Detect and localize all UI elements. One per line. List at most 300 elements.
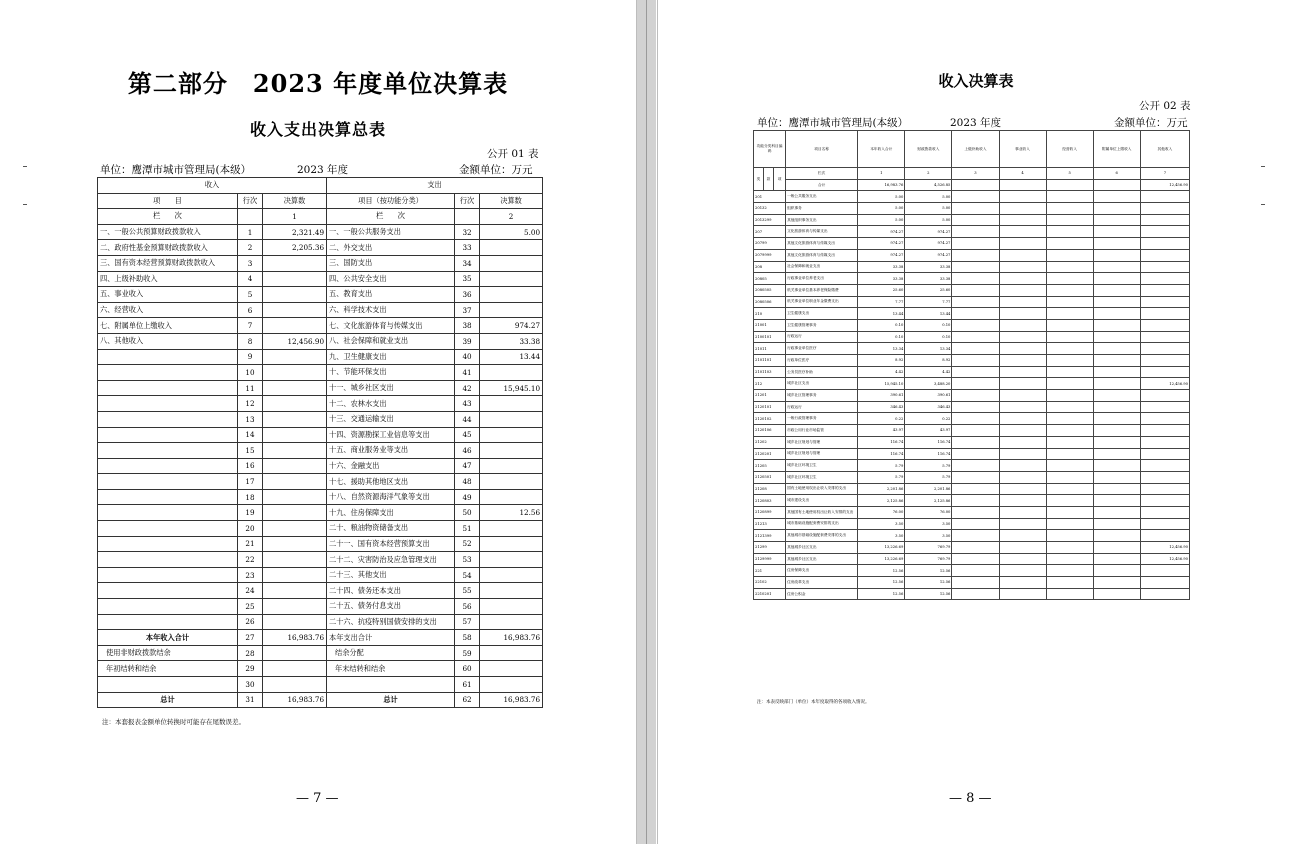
item-name: 其他城市基础设施配套费安排的支出 (786, 530, 858, 542)
unit-label: 单位：鹰潭市城市管理局(本级） (100, 164, 252, 176)
fiscal-income: 0.10 (905, 331, 952, 343)
income-amount: 2,205.36 (263, 240, 327, 256)
income-item (98, 599, 238, 615)
table-row (98, 692, 543, 708)
table-row (98, 287, 543, 303)
income-amount (263, 427, 327, 443)
expense-amount (480, 302, 543, 318)
expense-row-no: 46 (455, 443, 480, 459)
empty-cell (1046, 495, 1093, 507)
form-number: 公开 02 表 (1139, 100, 1191, 112)
other-income (1140, 506, 1189, 518)
empty-cell (1046, 448, 1093, 460)
income-amount (263, 411, 327, 427)
empty-cell (1046, 401, 1093, 413)
income-row-no: 27 (238, 630, 263, 646)
expense-item: 七、文化旅游体育与传媒支出 (327, 318, 455, 334)
expense-row-no: 54 (455, 567, 480, 583)
empty-cell (238, 209, 263, 225)
expense-amount (480, 396, 543, 412)
func-code: 210 (754, 308, 786, 320)
other-income (1140, 191, 1189, 203)
income-amount (263, 318, 327, 334)
expense-amount: 16,983.76 (480, 630, 543, 646)
income-amount (263, 552, 327, 568)
empty-cell (999, 553, 1046, 565)
income-item (98, 583, 238, 599)
total-income: 5.00 (858, 203, 905, 215)
empty-cell (1046, 483, 1093, 495)
table-row (98, 661, 543, 677)
fiscal-income: 12.56 (905, 577, 952, 589)
income-item (98, 677, 238, 693)
income-amount (263, 287, 327, 303)
empty-cell (1046, 238, 1093, 250)
income-amount (263, 645, 327, 661)
func-code: 207 (754, 226, 786, 238)
empty-cell (1046, 191, 1093, 203)
table-row (754, 483, 1190, 495)
fiscal-income: 33.38 (905, 261, 952, 273)
empty-cell (1046, 284, 1093, 296)
func-code: 2100101 (754, 331, 786, 343)
header-other: 其他收入 (1140, 131, 1189, 168)
fiscal-income: 346.43 (905, 401, 952, 413)
expense-row-no: 61 (455, 677, 480, 693)
expense-row-no: 52 (455, 536, 480, 552)
empty-cell (1093, 273, 1140, 285)
fiscal-income: 8.92 (905, 355, 952, 367)
income-row-no: 9 (238, 349, 263, 365)
table-row (754, 390, 1190, 402)
expense-row-no: 60 (455, 661, 480, 677)
header-col-1: 1 (858, 168, 905, 180)
income-row-no: 30 (238, 677, 263, 693)
empty-cell (1046, 588, 1093, 600)
func-code: 2013299 (754, 214, 786, 226)
header-col-6: 6 (1093, 168, 1140, 180)
other-income (1140, 284, 1189, 296)
empty-cell (999, 518, 1046, 530)
empty-cell (1093, 577, 1140, 589)
empty-cell (999, 390, 1046, 402)
expense-row-no: 58 (455, 630, 480, 646)
empty-cell (952, 506, 999, 518)
item-name: 城市基础设施配套费安排的支出 (786, 518, 858, 530)
expense-item: 二十一、国有资本经营预算支出 (327, 536, 455, 552)
expense-amount (480, 427, 543, 443)
expense-row-no: 36 (455, 287, 480, 303)
empty-cell (1093, 203, 1140, 215)
header-expense: 支出 (327, 178, 543, 194)
income-row-no: 13 (238, 411, 263, 427)
empty-cell (952, 460, 999, 472)
income-amount (263, 271, 327, 287)
income-amount (263, 567, 327, 583)
fiscal-income: 76.00 (905, 506, 952, 518)
empty-cell (1046, 436, 1093, 448)
empty-cell (1046, 378, 1093, 390)
table-row (98, 458, 543, 474)
table-row (754, 308, 1190, 320)
table-row (754, 284, 1190, 296)
empty-cell (952, 495, 999, 507)
fiscal-income: 116.74 (905, 448, 952, 460)
table-row (754, 203, 1190, 215)
table-row (98, 411, 543, 427)
func-code: 21201 (754, 390, 786, 402)
income-amount (263, 365, 327, 381)
empty-cell (999, 436, 1046, 448)
income-amount: 16,983.76 (263, 692, 327, 708)
func-code: 2121399 (754, 530, 786, 542)
year-label: 2023 年度 (950, 117, 1002, 129)
empty-cell (999, 366, 1046, 378)
expense-amount (480, 677, 543, 693)
empty-cell (952, 238, 999, 250)
expense-row-no: 51 (455, 521, 480, 537)
table-row (754, 249, 1190, 261)
empty-cell (1046, 553, 1093, 565)
empty-cell (999, 401, 1046, 413)
func-code: 2120101 (754, 401, 786, 413)
total-label: 合计 (786, 179, 858, 191)
table-row (98, 333, 543, 349)
empty-cell (999, 179, 1046, 191)
fiscal-income: 974.27 (905, 249, 952, 261)
empty-cell (952, 542, 999, 554)
empty-cell (952, 226, 999, 238)
header-row-no: 行次 (455, 193, 480, 209)
expense-row-no: 38 (455, 318, 480, 334)
empty-cell (952, 355, 999, 367)
amount-unit-label: 金额单位：万元 (1114, 117, 1188, 129)
table-row (98, 599, 543, 615)
income-item (98, 552, 238, 568)
total-income: 5.00 (858, 214, 905, 226)
total-income: 33.38 (858, 273, 905, 285)
total-income: 33.38 (858, 261, 905, 273)
empty-cell (999, 284, 1046, 296)
item-name: 行政事业单位医疗 (786, 343, 858, 355)
footnote: 注：本表反映部门（单位）本年度取得的各项收入情况。 (757, 700, 870, 705)
expense-amount (480, 583, 543, 599)
fiscal-income: 5.79 (905, 471, 952, 483)
empty-cell (999, 495, 1046, 507)
income-amount (263, 255, 327, 271)
empty-cell (1093, 436, 1140, 448)
header-col2: 2 (480, 209, 543, 225)
total-income: 116.74 (858, 436, 905, 448)
table-row (754, 214, 1190, 226)
income-amount (263, 474, 327, 490)
empty-cell (1093, 483, 1140, 495)
other-income (1140, 425, 1189, 437)
fiscal-income: 5.00 (905, 191, 952, 203)
fiscal-income: 5.79 (905, 460, 952, 472)
other-income: 12,456.90 (1140, 553, 1189, 565)
header-col-2: 2 (905, 168, 952, 180)
table-header-row (754, 131, 1190, 168)
empty-cell (999, 238, 1046, 250)
fiscal-income: 3.50 (905, 518, 952, 530)
income-item: 四、上级补助收入 (98, 271, 238, 287)
empty-cell (455, 209, 480, 225)
table-row (98, 255, 543, 271)
empty-cell (1093, 261, 1140, 273)
table-row (754, 542, 1190, 554)
empty-cell (999, 378, 1046, 390)
total-fiscal: 4,526.85 (905, 179, 952, 191)
fiscal-income: 3,488.20 (905, 378, 952, 390)
income-row-no: 6 (238, 302, 263, 318)
empty-cell (1046, 203, 1093, 215)
empty-cell (1046, 273, 1093, 285)
income-item (98, 505, 238, 521)
expense-amount (480, 661, 543, 677)
table-row (754, 355, 1190, 367)
table-row (754, 343, 1190, 355)
table-row (98, 349, 543, 365)
empty-cell (1046, 565, 1093, 577)
item-name: 卫生健康支出 (786, 308, 858, 320)
income-amount (263, 536, 327, 552)
income-expense-summary-table (97, 177, 543, 708)
empty-cell (999, 413, 1046, 425)
empty-cell (1046, 214, 1093, 226)
empty-cell (999, 460, 1046, 472)
income-row-no: 14 (238, 427, 263, 443)
func-code: 2120106 (754, 425, 786, 437)
header-col-3: 3 (952, 168, 999, 180)
func-code: 2210201 (754, 588, 786, 600)
empty-cell (1046, 530, 1093, 542)
income-item (98, 489, 238, 505)
expense-row-no: 37 (455, 302, 480, 318)
total-income: 12.56 (858, 577, 905, 589)
fiscal-income: 116.74 (905, 436, 952, 448)
total-income: 76.00 (858, 506, 905, 518)
expense-item: 二十二、灾害防治及应急管理支出 (327, 552, 455, 568)
expense-amount (480, 458, 543, 474)
income-row-no: 18 (238, 489, 263, 505)
expense-amount (480, 599, 543, 615)
expense-row-no: 62 (455, 692, 480, 708)
empty-cell (1046, 249, 1093, 261)
empty-cell (1093, 401, 1140, 413)
expense-row-no: 50 (455, 505, 480, 521)
fiscal-income: 25.60 (905, 284, 952, 296)
year-label: 2023 年度 (297, 164, 349, 176)
other-income (1140, 518, 1189, 530)
total-income: 346.43 (858, 401, 905, 413)
other-income (1140, 296, 1189, 308)
income-amount (263, 489, 327, 505)
expense-row-no: 35 (455, 271, 480, 287)
footnote: 注：本套报表金额单位转换时可能存在尾数误差。 (102, 718, 245, 726)
header-section: 款 (764, 168, 774, 191)
empty-cell (999, 506, 1046, 518)
empty-cell (952, 588, 999, 600)
func-code: 22102 (754, 577, 786, 589)
income-row-no: 20 (238, 521, 263, 537)
total-income: 13,226.69 (858, 553, 905, 565)
expense-row-no: 59 (455, 645, 480, 661)
item-name: 行政单位医疗 (786, 355, 858, 367)
other-income (1140, 483, 1189, 495)
income-amount (263, 302, 327, 318)
total-income: 13,226.69 (858, 542, 905, 554)
income-item: 一、一般公共预算财政拨款收入 (98, 224, 238, 240)
other-income (1140, 588, 1189, 600)
total-income: 974.27 (858, 249, 905, 261)
table-row (98, 443, 543, 459)
empty-cell (1093, 296, 1140, 308)
header-operating: 经营收入 (1046, 131, 1093, 168)
income-amount (263, 458, 327, 474)
table-row (754, 191, 1190, 203)
table-header-row (98, 178, 543, 194)
table-row (98, 489, 543, 505)
table-row (754, 425, 1190, 437)
other-income (1140, 577, 1189, 589)
expense-item: 十四、资源勘探工业信息等支出 (327, 427, 455, 443)
empty-cell (1046, 506, 1093, 518)
total-income: 5.00 (858, 191, 905, 203)
item-name: 行政运行 (786, 331, 858, 343)
expense-item: 十三、交通运输支出 (327, 411, 455, 427)
func-code: 208 (754, 261, 786, 273)
expense-row-no: 55 (455, 583, 480, 599)
empty-cell (1093, 284, 1140, 296)
income-amount: 2,321.49 (263, 224, 327, 240)
empty-cell (1046, 319, 1093, 331)
income-amount (263, 396, 327, 412)
table-row (754, 588, 1190, 600)
table-row (98, 318, 543, 334)
table-row (754, 401, 1190, 413)
income-row-no: 15 (238, 443, 263, 459)
empty-cell (952, 203, 999, 215)
expense-row-no: 48 (455, 474, 480, 490)
func-code: 2079999 (754, 249, 786, 261)
expense-amount: 5.00 (480, 224, 543, 240)
header-affiliated: 附属单位上缴收入 (1093, 131, 1140, 168)
empty-cell (999, 261, 1046, 273)
other-income (1140, 331, 1189, 343)
income-item (98, 396, 238, 412)
other-income (1140, 214, 1189, 226)
expense-amount (480, 536, 543, 552)
empty-cell (952, 214, 999, 226)
total-income: 7.77 (858, 296, 905, 308)
expense-item (327, 677, 455, 693)
expense-item: 十、节能环保支出 (327, 365, 455, 381)
empty-cell (999, 331, 1046, 343)
fiscal-income: 769.79 (905, 542, 952, 554)
empty-cell (952, 483, 999, 495)
table-header-row (98, 193, 543, 209)
other-income (1140, 203, 1189, 215)
table-row (98, 380, 543, 396)
expense-amount: 15,945.10 (480, 380, 543, 396)
header-item-name: 项目名称 (786, 131, 858, 168)
item-name: 城乡社区规划与管理 (786, 448, 858, 460)
item-name: 卫生健康管理事务 (786, 319, 858, 331)
func-code: 21011 (754, 343, 786, 355)
table-row (754, 460, 1190, 472)
empty-cell (1046, 366, 1093, 378)
total-income: 43.97 (858, 425, 905, 437)
empty-cell (999, 542, 1046, 554)
expense-item: 二十四、债务还本支出 (327, 583, 455, 599)
expense-amount (480, 489, 543, 505)
income-item: 本年收入合计 (98, 630, 238, 646)
income-amount (263, 614, 327, 630)
expense-row-no: 40 (455, 349, 480, 365)
income-item (98, 349, 238, 365)
empty-cell (999, 214, 1046, 226)
income-item: 五、事业收入 (98, 287, 238, 303)
item-name: 城乡社区规划与管理 (786, 436, 858, 448)
total-income: 4.42 (858, 366, 905, 378)
total-income: 16,983.76 (858, 179, 905, 191)
empty-cell (1046, 343, 1093, 355)
other-income (1140, 436, 1189, 448)
expense-amount (480, 271, 543, 287)
table-row (98, 677, 543, 693)
income-row-no: 26 (238, 614, 263, 630)
total-income: 3.50 (858, 518, 905, 530)
empty-cell (952, 565, 999, 577)
income-row-no: 7 (238, 318, 263, 334)
empty-cell (952, 530, 999, 542)
empty-cell (1093, 542, 1140, 554)
total-income: 5.79 (858, 460, 905, 472)
income-item: 二、政府性基金预算财政拨款收入 (98, 240, 238, 256)
empty-cell (999, 343, 1046, 355)
empty-cell (999, 203, 1046, 215)
expense-amount: 16,983.76 (480, 692, 543, 708)
header-column: 栏 次 (98, 209, 238, 225)
table-row (98, 474, 543, 490)
scan-mark (1261, 204, 1265, 205)
income-item (98, 427, 238, 443)
empty-cell (999, 319, 1046, 331)
func-code: 21208 (754, 483, 786, 495)
table-row (754, 436, 1190, 448)
expense-item: 二十五、债务付息支出 (327, 599, 455, 615)
table-row (754, 471, 1190, 483)
income-amount: 16,983.76 (263, 630, 327, 646)
other-income (1140, 343, 1189, 355)
total-income: 2,125.86 (858, 495, 905, 507)
expense-row-no: 39 (455, 333, 480, 349)
income-item (98, 458, 238, 474)
table-row (98, 365, 543, 381)
func-code: 221 (754, 565, 786, 577)
income-amount (263, 521, 327, 537)
other-income (1140, 471, 1189, 483)
header-col1: 1 (263, 209, 327, 225)
empty-cell (1046, 296, 1093, 308)
table-row (754, 530, 1190, 542)
empty-cell (1093, 191, 1140, 203)
table-row (754, 296, 1190, 308)
table-row (754, 378, 1190, 390)
table-row (98, 645, 543, 661)
item-name: 文化旅游体育与传媒支出 (786, 226, 858, 238)
